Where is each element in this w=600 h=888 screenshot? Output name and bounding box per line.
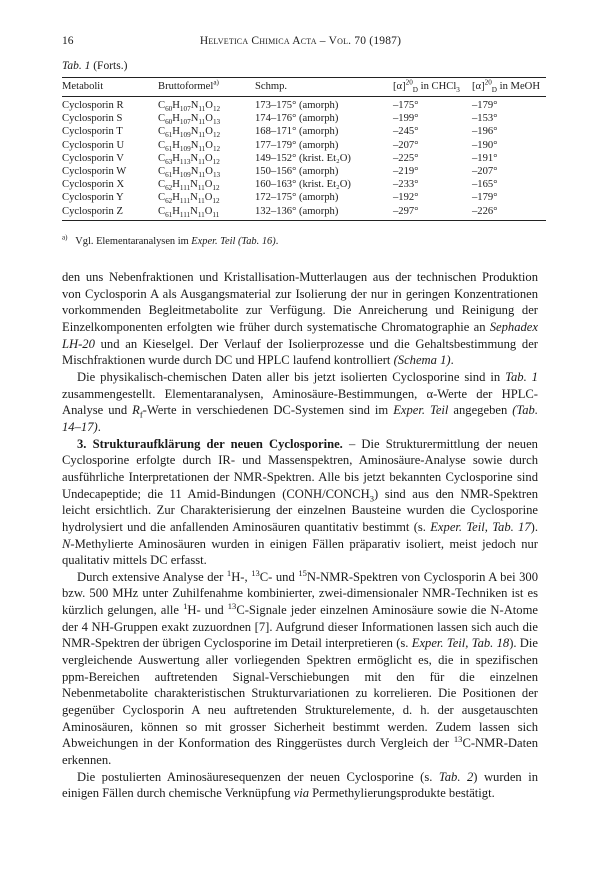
col-schmp: Schmp. (255, 78, 393, 97)
cell-alpha-chcl3: –192° (393, 192, 419, 204)
formula-element: O (205, 126, 213, 138)
cell-metabolit: Cyclosporin Z (62, 205, 158, 221)
cell-alpha-chcl3: –225° (393, 152, 419, 164)
cell-metabolit: Cyclosporin S (62, 113, 123, 125)
cell-schmp: 168–171° (amorph) (255, 126, 339, 138)
formula-element: C (158, 152, 166, 164)
formula-count: 12 (212, 197, 220, 206)
table-row (62, 205, 546, 221)
text-run: N-NMR-Spektren von Cyclosporin A bei 300 bzw. 500 MHz unter Zuhilfenahme kombinierter, zwei-dimensionaler NMR-Techniken ist es kürzlich gelungen, alle (62, 569, 539, 618)
table-row (62, 97, 546, 113)
cell-alpha-meoh: –179° (472, 100, 498, 111)
text-run: . (450, 353, 454, 368)
table-row (62, 178, 546, 191)
cell-alpha-chcl3: –233° (393, 179, 419, 191)
formula-element: H (172, 113, 180, 125)
formula-count: 62 (165, 184, 173, 193)
table-row (62, 139, 546, 152)
formula-element: N (190, 139, 199, 151)
text-run: C- und (259, 569, 299, 584)
cell-bruttoformel (158, 165, 255, 178)
formula-element: C (158, 192, 166, 204)
formula-count: 111 (179, 184, 191, 193)
formula-count: 61 (165, 210, 173, 219)
formula-count: 12 (212, 184, 220, 193)
formula-count: 11 (198, 131, 206, 140)
text-run: -Werte in verschiedenen DC-Systemen sind im (142, 403, 394, 418)
cell-bruttoformel (158, 152, 255, 165)
text-run: angegeben (448, 403, 513, 418)
text-run: Tab. 1 (505, 369, 538, 384)
cell-alpha-meoh: –226° (472, 205, 546, 221)
body-paragraph (62, 769, 538, 802)
cell-bruttoformel (158, 125, 255, 138)
formula-count: 11 (198, 118, 206, 127)
cell-metabolit: Cyclosporin X (62, 179, 125, 191)
alpha-chcl3-temp: 20 (405, 78, 413, 87)
cell-schmp: 149–152° (krist. Et₂O) (255, 152, 351, 164)
cell-alpha-meoh: –165° (472, 179, 498, 191)
body-paragraph (62, 569, 538, 769)
body-paragraph (62, 269, 538, 369)
text-run: 3 (369, 493, 374, 504)
page-number: 16 (62, 35, 74, 47)
text-run: 1 (226, 567, 232, 578)
formula-count: 12 (212, 105, 221, 114)
formula-element: H (172, 192, 180, 204)
cell-schmp: 177–179° (amorph) (255, 139, 339, 151)
text-run: – Die Strukturermittlung der neuen Cyclosporine erfolgte durch IR- und Massenspektren, Aminosäure-Analyse sowie durch ausführliche Interpretationen der NMR-Spektren. Alle bis jetzt bekannten Cyclosporine sind Undecapeptide; die 11 Amid-Bindungen (CONH/CONCH (62, 436, 538, 501)
formula-count: 109 (179, 144, 191, 153)
cell-metabolit: Cyclosporin V (62, 152, 124, 164)
text-run: 13 (251, 567, 260, 578)
formula-count: 109 (179, 171, 191, 180)
text-run: 15 (298, 567, 307, 578)
text-run: f (139, 409, 143, 420)
text-run: N (62, 536, 71, 551)
text-run: Durch extensive Analyse der (77, 569, 227, 584)
cell-alpha-chcl3: –199° (393, 113, 419, 125)
text-run: C-NMR-Daten erkennen. (62, 736, 538, 768)
formula-element: N (190, 179, 198, 191)
formula-element: H (172, 100, 180, 111)
formula-element: N (190, 113, 199, 125)
formula-element: H (172, 126, 180, 138)
text-run: Die physikalisch-chemischen Daten aller bis jetzt isolierten Cyclosporine sind in (77, 369, 506, 384)
formula-element: N (190, 100, 199, 111)
text-run: (Tab. 14–17) (62, 403, 539, 434)
text-run: 1 (183, 600, 188, 611)
formula-element: H (172, 166, 180, 178)
text-run: und an Kieselgel. Der Verlauf der Isolierprozesse und die Gehaltsbestimmung der Mischfraktionen wurde durch DC und HPLC laufend kontrolliert (62, 336, 538, 368)
cell-schmp: 173–175° (amorph) (255, 100, 339, 111)
formula-count: 12 (212, 144, 221, 153)
alpha-chcl3-solvent-sub: 3 (456, 86, 460, 95)
cell-schmp: 132–136° (amorph) (255, 205, 393, 221)
formula-element: O (205, 139, 213, 151)
text-run: den uns Nebenfraktionen und Kristallisation-Mutterlaugen aus der technischen Produktion von Cyclosporin A als Ausgangsmaterial zur Isolierung der nur in geringen Konzentrationen vorkommenden Begleitmetabolite zur Verfügung. Die Anreicherung und Reinigung der Einzelkomponenten erfolgten wie früher durch systematische Chromatographie an (62, 270, 538, 334)
text-run: R (132, 403, 140, 418)
cell-alpha-meoh: –196° (472, 126, 498, 138)
formula-element: C (158, 205, 166, 217)
formula-element: O (205, 113, 213, 125)
cyclosporin-table (62, 77, 546, 221)
col-alpha-chcl3: $[\alpha]^{20}_D$ in CHCl$_3$ (393, 78, 472, 97)
text-run: 13 (227, 600, 237, 611)
formula-element: O (204, 192, 213, 204)
formula-count: 11 (197, 184, 205, 193)
formula-element: O (205, 166, 213, 178)
formula-element: C (158, 166, 166, 178)
formula-element: O (205, 100, 213, 111)
formula-element: C (158, 126, 166, 138)
formula-count: 107 (179, 118, 191, 127)
text-run: -Methylierte Aminosäuren wurden in einigen Fällen präparativ isoliert, meist jedoch nur qualitativ mittels DC erfasst. (62, 536, 538, 568)
col-bruttoformel-note: a) (213, 78, 219, 87)
cell-metabolit: Cyclosporin T (62, 126, 123, 138)
footnote-end: . (275, 236, 279, 247)
cell-metabolit: Cyclosporin R (62, 100, 124, 111)
col-alpha-meoh: $[\alpha]^{20}_D$ in MeOH (472, 78, 546, 97)
text-run: ) wurden in einigen Fällen durch chemische Verknüpfung (62, 769, 538, 801)
cell-alpha-chcl3: –245° (393, 126, 419, 138)
formula-element: C (158, 113, 166, 125)
formula-count: 11 (198, 171, 206, 180)
text-run: H-, (231, 569, 252, 584)
cell-bruttoformel (158, 139, 255, 152)
table-row (62, 165, 546, 178)
cell-bruttoformel (158, 112, 255, 125)
cell-alpha-chcl3: –219° (393, 166, 419, 178)
cell-schmp: 160–163° (krist. Et₂O) (255, 179, 351, 191)
col-bruttoformel (158, 78, 255, 97)
cell-alpha-chcl3: –175° (393, 100, 419, 111)
cell-bruttoformel (158, 178, 255, 191)
formula-element: O (205, 152, 213, 164)
formula-element: N (190, 152, 199, 164)
col-metabolit: Metabolit (62, 78, 158, 97)
formula-element: C (158, 139, 166, 151)
footnote-ref: Exper. Teil (Tab. 16) (191, 236, 276, 247)
text-run: . (97, 419, 101, 434)
table-row (62, 112, 546, 125)
formula-element: H (172, 179, 180, 191)
text-run: zusammengestellt. Elementaranalysen, Aminosäure-Bestimmungen, α-Werte der HPLC-Analyse und (62, 386, 538, 418)
running-title: Helvetica Chimica Acta – Vol. 70 (1987) (199, 35, 402, 47)
alpha-meoh-temp: 20 (484, 78, 492, 87)
alpha-meoh-line: D (491, 86, 497, 95)
alpha-chcl3-line: D (412, 86, 418, 95)
cell-metabolit: Cyclosporin U (62, 139, 125, 151)
formula-count: 12 (212, 131, 221, 140)
cell-bruttoformel (158, 97, 255, 113)
formula-count: 107 (179, 105, 191, 114)
alpha-chcl3-solvent: in CHCl (420, 81, 457, 92)
formula-count: 60 (165, 118, 173, 127)
text-run: Exper. Teil, Tab. 17 (430, 519, 531, 534)
cell-alpha-meoh: –153° (472, 113, 498, 125)
formula-count: 60 (165, 105, 173, 114)
formula-element: O (204, 179, 213, 191)
body-paragraph (62, 436, 538, 569)
cell-schmp: 172–175° (amorph) (255, 192, 339, 204)
body-paragraph (62, 369, 538, 436)
formula-element: C (158, 179, 166, 191)
text-run: Exper. Teil, Tab. 18 (411, 636, 510, 651)
formula-count: 109 (179, 131, 191, 140)
text-run: ). Die vergleichende Auswertung aller vorliegenden Spektren ermöglicht es, die in spezifischen ppm-Bereichen auftretenden Signal-Verschiebungen mit den für die einzelnen Nebenmetabolite charakteristischen Strukturvariationen zu korrelieren. Die Positionen der gegenüber Cyclosporin A neu auftretenden Strukturelemente, d. h. der ausgetauschten Aminosäuren, können so mit grosser Sicherheit bestimmt werden. Zudem lassen sich Abweichungen in der Konformation des Ringgerüstes durch Vergleich der (62, 636, 538, 751)
formula-element: N (190, 126, 199, 138)
table-caption (62, 60, 127, 72)
formula-count: 11 (198, 144, 206, 153)
text-run: 3. Strukturaufklärung der neuen Cyclosporine. (77, 436, 343, 451)
text-run: C-Signale jeder einzelnen Aminosäure sowie die N-Atome der 4 NH-Gruppen exakt zuzuordnen [7]. Aufgrund dieser Informationen lassen sich auch die NMR-Spektren der übrigen Cyclosporine im Detail interpretieren (s. (62, 603, 538, 651)
text-run: 13 (453, 734, 463, 745)
cell-metabolit: Cyclosporin Y (62, 192, 124, 204)
formula-count: 11 (197, 210, 205, 219)
text-run: ) sind aus den NMR-Spektren leicht ersichtlich. Zur Charakterisierung der einzelnen Bausteine wurden die Cyclosporine hydrolysiert und die anfallenden Aminosäuren quantitativ bestimmt (s. (62, 486, 539, 534)
text-run: ). (530, 519, 538, 534)
cell-bruttoformel (158, 205, 255, 221)
formula-count: 11 (212, 210, 220, 219)
cell-alpha-meoh: –179° (472, 192, 498, 204)
col-bruttoformel-label: Bruttoformel (158, 81, 214, 92)
formula-element: N (190, 205, 198, 217)
formula-count: 61 (165, 171, 173, 180)
table-caption-label: Tab. 1 (62, 60, 91, 72)
table-header-row (62, 78, 546, 97)
table-body (62, 97, 546, 221)
cell-schmp: 150–156° (amorph) (255, 166, 339, 178)
cell-alpha-chcl3: –207° (393, 139, 419, 151)
text-run: Tab. 2 (438, 769, 474, 784)
cell-metabolit: Cyclosporin W (62, 166, 127, 178)
table-caption-suffix: (Forts.) (90, 60, 128, 72)
footnote-text: Vgl. Elementaranalysen im (75, 236, 192, 247)
formula-element: O (204, 205, 213, 217)
formula-element: H (172, 205, 180, 217)
formula-count: 11 (198, 157, 206, 166)
formula-count: 62 (165, 197, 173, 206)
text-run: (Schema 1) (393, 353, 451, 368)
text-run: Exper. Teil (393, 403, 449, 418)
formula-count: 63 (165, 157, 173, 166)
cell-alpha-meoh: –190° (472, 139, 498, 151)
body-text (62, 269, 538, 802)
formula-count: 11 (197, 197, 205, 206)
formula-count: 13 (212, 171, 221, 180)
formula-element: C (158, 100, 166, 111)
text-run: via (293, 786, 310, 801)
formula-element: N (190, 192, 198, 204)
table-row (62, 125, 546, 138)
formula-element: H (172, 139, 180, 151)
formula-count: 111 (179, 197, 191, 206)
alpha-meoh-solvent: in MeOH (499, 81, 540, 92)
cell-alpha-meoh: –207° (472, 166, 498, 178)
col-bruttoformel-note-mark: a (213, 78, 217, 87)
text-run: Sephadex LH-20 (62, 319, 538, 351)
formula-count: 113 (179, 157, 191, 166)
formula-element: N (190, 166, 199, 178)
formula-count: 12 (212, 157, 220, 166)
footnote-mark: a) (62, 233, 68, 242)
formula-count: 111 (179, 210, 191, 219)
table-footnote (62, 233, 279, 247)
formula-count: 61 (165, 131, 173, 140)
text-run: H- und (187, 603, 228, 618)
formula-count: 13 (212, 118, 221, 127)
cell-alpha-meoh: –191° (472, 152, 498, 164)
footnote-mark-letter: a (62, 233, 66, 242)
table-row (62, 152, 546, 165)
cell-alpha-chcl3: –297° (393, 205, 472, 221)
text-run: Permethylierungsprodukte bestätigt. (309, 786, 495, 801)
table-row (62, 191, 546, 204)
formula-count: 61 (165, 144, 173, 153)
formula-element: H (172, 152, 180, 164)
cell-schmp: 174–176° (amorph) (255, 113, 339, 125)
text-run: Die postulierten Aminosäuresequenzen der neuen Cyclosporine (s. (77, 769, 439, 784)
formula-count: 11 (198, 105, 206, 114)
cell-bruttoformel (158, 191, 255, 204)
